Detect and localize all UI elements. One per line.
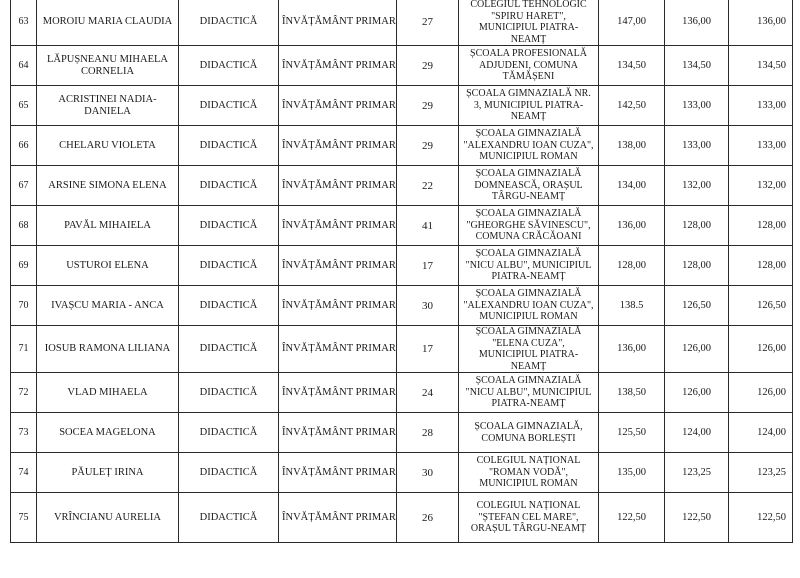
table-row [11, 86, 793, 126]
table-row [11, 493, 793, 543]
seniority-years: 30 [397, 453, 459, 493]
row-number: 66 [11, 126, 37, 166]
staff-category: DIDACTICĂ [179, 453, 279, 493]
score-3: 133,00 [729, 86, 793, 126]
school-name: COLEGIUL NAȚIONAL "ȘTEFAN CEL MARE", ORAȘUL TÂRGU-NEAMȚ [459, 493, 599, 543]
score-2: 132,00 [665, 166, 729, 206]
specialty: ÎNVĂȚĂMÂNT PRIMAR [279, 286, 397, 326]
candidate-name: IVAȘCU MARIA - ANCA [37, 286, 179, 326]
score-2: 126,00 [665, 373, 729, 413]
specialty: ÎNVĂȚĂMÂNT PRIMAR [279, 0, 397, 46]
staff-category: DIDACTICĂ [179, 246, 279, 286]
specialty: ÎNVĂȚĂMÂNT PRIMAR [279, 46, 397, 86]
table-row [11, 326, 793, 373]
specialty: ÎNVĂȚĂMÂNT PRIMAR [279, 86, 397, 126]
score-1: 147,00 [599, 0, 665, 46]
row-number: 65 [11, 86, 37, 126]
specialty: ÎNVĂȚĂMÂNT PRIMAR [279, 373, 397, 413]
row-number: 64 [11, 46, 37, 86]
candidate-name: PĂULEȚ IRINA [37, 453, 179, 493]
seniority-years: 24 [397, 373, 459, 413]
specialty: ÎNVĂȚĂMÂNT PRIMAR [279, 493, 397, 543]
score-1: 125,50 [599, 413, 665, 453]
specialty: ÎNVĂȚĂMÂNT PRIMAR [279, 166, 397, 206]
score-1: 122,50 [599, 493, 665, 543]
score-2: 128,00 [665, 206, 729, 246]
seniority-years: 29 [397, 46, 459, 86]
score-2: 133,00 [665, 86, 729, 126]
staff-category: DIDACTICĂ [179, 413, 279, 453]
score-1: 134,50 [599, 46, 665, 86]
score-3: 124,00 [729, 413, 793, 453]
table-row [11, 413, 793, 453]
score-2: 128,00 [665, 246, 729, 286]
table-body [11, 0, 793, 543]
candidate-name: ARSINE SIMONA ELENA [37, 166, 179, 206]
table-row [11, 206, 793, 246]
school-name: ȘCOALA GIMNAZIALĂ NR. 3, MUNICIPIUL PIATRA-NEAMȚ [459, 86, 599, 126]
school-name: ȘCOALA PROFESIONALĂ ADJUDENI, COMUNA TĂMĂȘENI [459, 46, 599, 86]
row-number: 67 [11, 166, 37, 206]
seniority-years: 41 [397, 206, 459, 246]
seniority-years: 17 [397, 246, 459, 286]
staff-category: DIDACTICĂ [179, 46, 279, 86]
school-name: ȘCOALA GIMNAZIALĂ "ALEXANDRU IOAN CUZA", MUNICIPIUL ROMAN [459, 286, 599, 326]
candidates-table [10, 0, 793, 543]
candidate-name: USTUROI ELENA [37, 246, 179, 286]
seniority-years: 28 [397, 413, 459, 453]
score-1: 135,00 [599, 453, 665, 493]
score-2: 136,00 [665, 0, 729, 46]
candidate-name: VRÎNCIANU AURELIA [37, 493, 179, 543]
candidate-name: IOSUB RAMONA LILIANA [37, 326, 179, 373]
score-1: 136,00 [599, 206, 665, 246]
seniority-years: 27 [397, 0, 459, 46]
row-number: 69 [11, 246, 37, 286]
staff-category: DIDACTICĂ [179, 373, 279, 413]
score-3: 123,25 [729, 453, 793, 493]
score-3: 126,00 [729, 373, 793, 413]
row-number: 70 [11, 286, 37, 326]
score-3: 126,50 [729, 286, 793, 326]
school-name: ȘCOALA GIMNAZIALĂ "ELENA CUZA", MUNICIPIUL PIATRA-NEAMȚ [459, 326, 599, 373]
seniority-years: 26 [397, 493, 459, 543]
table-row [11, 453, 793, 493]
staff-category: DIDACTICĂ [179, 0, 279, 46]
school-name: ȘCOALA GIMNAZIALĂ "GHEORGHE SĂVINESCU", COMUNA CRĂCĂOANI [459, 206, 599, 246]
table-row [11, 126, 793, 166]
specialty: ÎNVĂȚĂMÂNT PRIMAR [279, 206, 397, 246]
candidate-name: SOCEA MAGELONA [37, 413, 179, 453]
school-name: ȘCOALA GIMNAZIALĂ "NICU ALBU", MUNICIPIUL PIATRA-NEAMȚ [459, 246, 599, 286]
seniority-years: 30 [397, 286, 459, 326]
candidate-name: PAVĂL MIHAIELA [37, 206, 179, 246]
score-3: 128,00 [729, 246, 793, 286]
score-2: 134,50 [665, 46, 729, 86]
score-3: 122,50 [729, 493, 793, 543]
school-name: ȘCOALA GIMNAZIALĂ DOMNEASCĂ, ORAȘUL TÂRGU-NEAMȚ [459, 166, 599, 206]
specialty: ÎNVĂȚĂMÂNT PRIMAR [279, 326, 397, 373]
table-row [11, 166, 793, 206]
staff-category: DIDACTICĂ [179, 493, 279, 543]
table-row [11, 373, 793, 413]
school-name: COLEGIUL TEHNOLOGIC "SPIRU HARET", MUNICIPIUL PIATRA-NEAMȚ [459, 0, 599, 46]
seniority-years: 22 [397, 166, 459, 206]
score-1: 138,50 [599, 373, 665, 413]
candidate-name: ACRISTINEI NADIA-DANIELA [37, 86, 179, 126]
candidate-name: MOROIU MARIA CLAUDIA [37, 0, 179, 46]
row-number: 75 [11, 493, 37, 543]
score-2: 133,00 [665, 126, 729, 166]
score-1: 134,00 [599, 166, 665, 206]
score-2: 123,25 [665, 453, 729, 493]
specialty: ÎNVĂȚĂMÂNT PRIMAR [279, 453, 397, 493]
score-1: 138,00 [599, 126, 665, 166]
staff-category: DIDACTICĂ [179, 206, 279, 246]
staff-category: DIDACTICĂ [179, 326, 279, 373]
score-1: 128,00 [599, 246, 665, 286]
score-2: 122,50 [665, 493, 729, 543]
table-row [11, 286, 793, 326]
score-2: 126,50 [665, 286, 729, 326]
row-number: 72 [11, 373, 37, 413]
row-number: 73 [11, 413, 37, 453]
score-1: 138.5 [599, 286, 665, 326]
specialty: ÎNVĂȚĂMÂNT PRIMAR [279, 246, 397, 286]
score-3: 136,00 [729, 0, 793, 46]
school-name: ȘCOALA GIMNAZIALĂ "NICU ALBU", MUNICIPIUL PIATRA-NEAMȚ [459, 373, 599, 413]
score-2: 124,00 [665, 413, 729, 453]
candidate-name: CHELARU VIOLETA [37, 126, 179, 166]
staff-category: DIDACTICĂ [179, 86, 279, 126]
seniority-years: 29 [397, 86, 459, 126]
seniority-years: 17 [397, 326, 459, 373]
table-row [11, 0, 793, 46]
specialty: ÎNVĂȚĂMÂNT PRIMAR [279, 413, 397, 453]
score-2: 126,00 [665, 326, 729, 373]
score-1: 142,50 [599, 86, 665, 126]
score-3: 128,00 [729, 206, 793, 246]
score-1: 136,00 [599, 326, 665, 373]
row-number: 74 [11, 453, 37, 493]
row-number: 71 [11, 326, 37, 373]
score-3: 132,00 [729, 166, 793, 206]
school-name: COLEGIUL NAȚIONAL "ROMAN VODĂ", MUNICIPIUL ROMAN [459, 453, 599, 493]
row-number: 63 [11, 0, 37, 46]
seniority-years: 29 [397, 126, 459, 166]
table-row [11, 46, 793, 86]
row-number: 68 [11, 206, 37, 246]
staff-category: DIDACTICĂ [179, 286, 279, 326]
staff-category: DIDACTICĂ [179, 126, 279, 166]
specialty: ÎNVĂȚĂMÂNT PRIMAR [279, 126, 397, 166]
candidate-name: LĂPUȘNEANU MIHAELA CORNELIA [37, 46, 179, 86]
candidate-name: VLAD MIHAELA [37, 373, 179, 413]
school-name: ȘCOALA GIMNAZIALĂ "ALEXANDRU IOAN CUZA", MUNICIPIUL ROMAN [459, 126, 599, 166]
staff-category: DIDACTICĂ [179, 166, 279, 206]
score-3: 134,50 [729, 46, 793, 86]
score-3: 126,00 [729, 326, 793, 373]
school-name: ȘCOALA GIMNAZIALĂ, COMUNA BORLEȘTI [459, 413, 599, 453]
table-row [11, 246, 793, 286]
score-3: 133,00 [729, 126, 793, 166]
